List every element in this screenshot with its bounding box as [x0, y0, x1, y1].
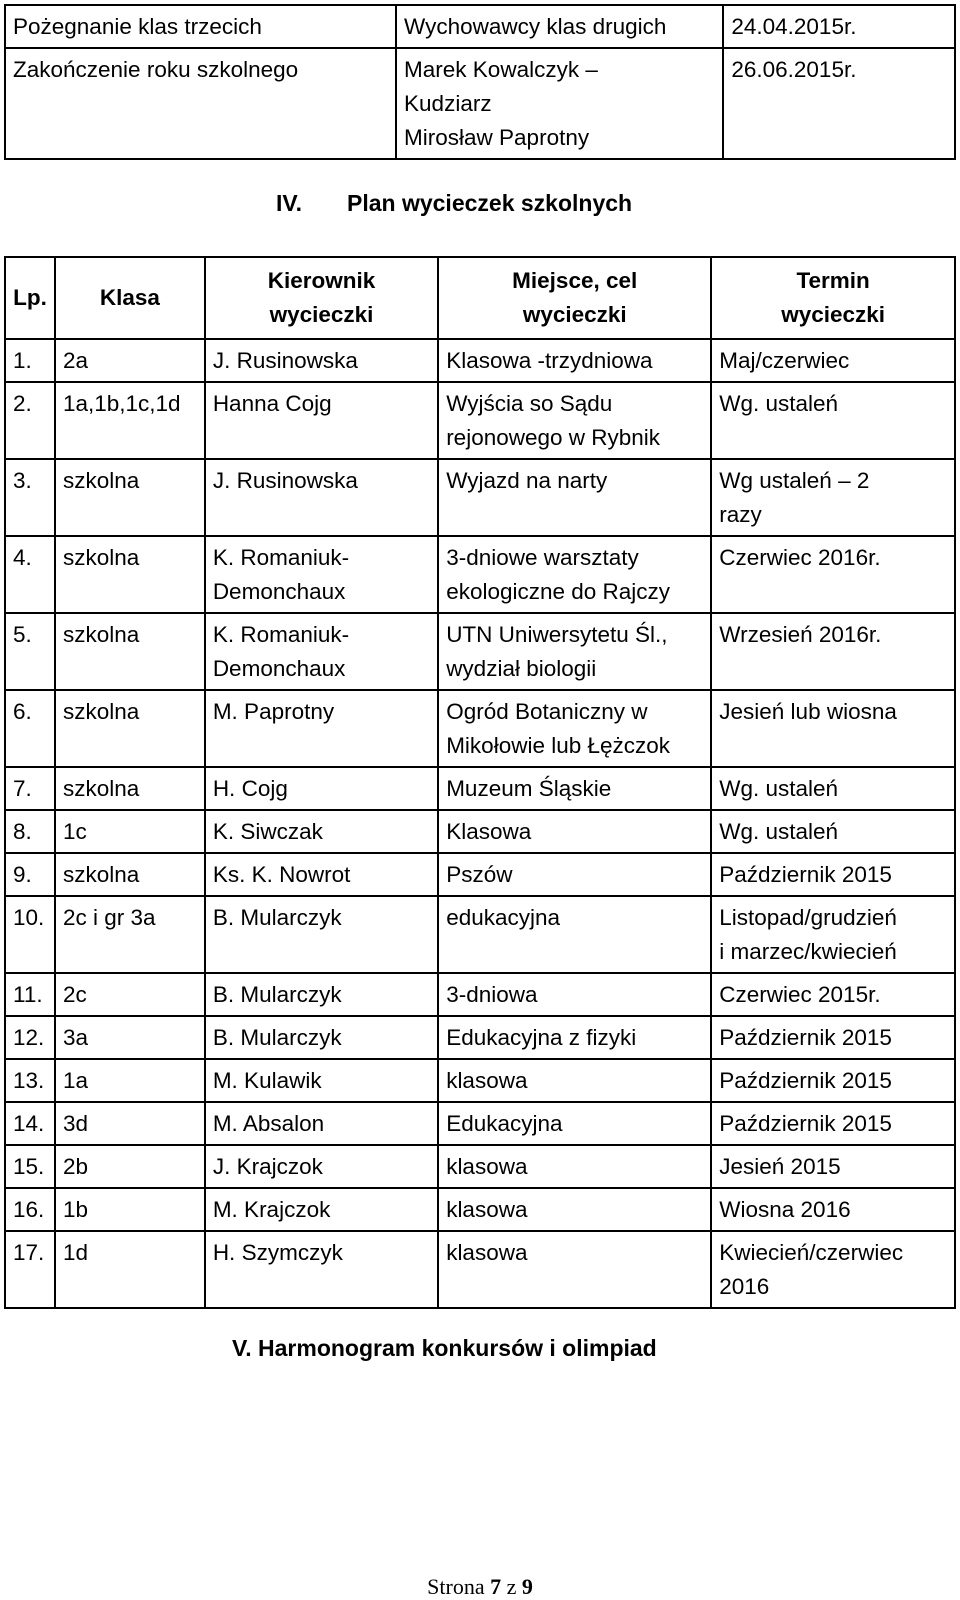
- cell-klasa: 1d: [55, 1231, 205, 1308]
- table-row: [5, 896, 955, 973]
- cell-lp: 12.: [5, 1016, 55, 1059]
- cell-termin: Październik 2015: [711, 1016, 955, 1059]
- trips-header-row: [5, 257, 955, 339]
- cell-kierownik: M. Krajczok: [205, 1188, 438, 1231]
- header-miejsce: Miejsce, cel wycieczki: [438, 257, 711, 339]
- cell-termin: Wrzesień 2016r.: [711, 613, 955, 690]
- cell-miejsce: Klasowa: [438, 810, 711, 853]
- cell-lp: 3.: [5, 459, 55, 536]
- cell-kierownik: H. Szymczyk: [205, 1231, 438, 1308]
- cell-miejsce: Muzeum Śląskie: [438, 767, 711, 810]
- cell-termin: Wg ustaleń – 2 razy: [711, 459, 955, 536]
- cell-kierownik: J. Rusinowska: [205, 339, 438, 382]
- cell-miejsce: Wyjazd na narty: [438, 459, 711, 536]
- cell-klasa: 1b: [55, 1188, 205, 1231]
- cell-miejsce: Ogród Botaniczny w Mikołowie lub Łężczok: [438, 690, 711, 767]
- cell-klasa: szkolna: [55, 690, 205, 767]
- cell-klasa: 2c i gr 3a: [55, 896, 205, 973]
- cell-lp: 7.: [5, 767, 55, 810]
- cell-miejsce: klasowa: [438, 1188, 711, 1231]
- cell-termin: Październik 2015: [711, 853, 955, 896]
- cell-termin: Wg. ustaleń: [711, 810, 955, 853]
- cell-kierownik: M. Paprotny: [205, 690, 438, 767]
- table-row: [5, 1145, 955, 1188]
- cell-kierownik: M. Kulawik: [205, 1059, 438, 1102]
- cell-miejsce: UTN Uniwersytetu Śl., wydział biologii: [438, 613, 711, 690]
- table-row: [5, 690, 955, 767]
- cell-termin: Październik 2015: [711, 1102, 955, 1145]
- footer-of: z: [506, 1574, 517, 1599]
- footer-total: 9: [521, 1574, 533, 1599]
- cell-kierownik: B. Mularczyk: [205, 973, 438, 1016]
- cell-lp: 16.: [5, 1188, 55, 1231]
- cell-termin: Listopad/grudzień i marzec/kwiecień: [711, 896, 955, 973]
- footer-prefix: Strona: [427, 1574, 485, 1599]
- table-row: [5, 382, 955, 459]
- cell-lp: 15.: [5, 1145, 55, 1188]
- event-responsible: Wychowawcy klas drugich: [396, 5, 723, 48]
- cell-kierownik: M. Absalon: [205, 1102, 438, 1145]
- section-number: IV.: [276, 190, 303, 216]
- table-row: [5, 973, 955, 1016]
- table-row: [5, 613, 955, 690]
- trips-table: [4, 256, 956, 1309]
- cell-lp: 9.: [5, 853, 55, 896]
- cell-miejsce: Edukacyjna: [438, 1102, 711, 1145]
- cell-miejsce: klasowa: [438, 1145, 711, 1188]
- cell-miejsce: 3-dniowe warsztaty ekologiczne do Rajczy: [438, 536, 711, 613]
- cell-klasa: 2b: [55, 1145, 205, 1188]
- event-row: [5, 5, 955, 48]
- cell-kierownik: K. Romaniuk- Demonchaux: [205, 536, 438, 613]
- section-title: Plan wycieczek szkolnych: [347, 190, 633, 216]
- page-footer: [0, 1574, 960, 1600]
- cell-miejsce: 3-dniowa: [438, 973, 711, 1016]
- cell-klasa: szkolna: [55, 536, 205, 613]
- cell-termin: Wiosna 2016: [711, 1188, 955, 1231]
- cell-termin: Czerwiec 2016r.: [711, 536, 955, 613]
- table-row: [5, 459, 955, 536]
- cell-termin: Wg. ustaleń: [711, 767, 955, 810]
- cell-termin: Czerwiec 2015r.: [711, 973, 955, 1016]
- cell-klasa: szkolna: [55, 613, 205, 690]
- cell-termin: Kwiecień/czerwiec 2016: [711, 1231, 955, 1308]
- table-row: [5, 339, 955, 382]
- cell-miejsce: Klasowa -trzydniowa: [438, 339, 711, 382]
- cell-klasa: szkolna: [55, 767, 205, 810]
- event-responsible: Marek Kowalczyk – Kudziarz Mirosław Paprotny: [396, 48, 723, 159]
- cell-miejsce: Edukacyjna z fizyki: [438, 1016, 711, 1059]
- table-row: [5, 536, 955, 613]
- cell-kierownik: Hanna Cojg: [205, 382, 438, 459]
- cell-lp: 6.: [5, 690, 55, 767]
- cell-klasa: 1c: [55, 810, 205, 853]
- header-klasa: Klasa: [55, 257, 205, 339]
- table-row: [5, 767, 955, 810]
- table-row: [5, 1231, 955, 1308]
- event-date: 26.06.2015r.: [723, 48, 955, 159]
- cell-kierownik: K. Siwczak: [205, 810, 438, 853]
- event-name: Pożegnanie klas trzecich: [5, 5, 396, 48]
- table-row: [5, 810, 955, 853]
- header-termin: Termin wycieczki: [711, 257, 955, 339]
- footer-page: 7: [490, 1574, 502, 1599]
- cell-lp: 13.: [5, 1059, 55, 1102]
- cell-lp: 14.: [5, 1102, 55, 1145]
- cell-miejsce: Wyjścia so Sądu rejonowego w Rybnik: [438, 382, 711, 459]
- cell-klasa: 2a: [55, 339, 205, 382]
- cell-klasa: 2c: [55, 973, 205, 1016]
- table-row: [5, 1059, 955, 1102]
- cell-miejsce: klasowa: [438, 1231, 711, 1308]
- table-row: [5, 1188, 955, 1231]
- events-table: [4, 4, 956, 160]
- cell-klasa: 1a: [55, 1059, 205, 1102]
- header-lp: Lp.: [5, 257, 55, 339]
- cell-miejsce: klasowa: [438, 1059, 711, 1102]
- section-heading-contests: V. Harmonogram konkursów i olimpiad: [232, 1335, 657, 1361]
- cell-kierownik: J. Krajczok: [205, 1145, 438, 1188]
- cell-lp: 1.: [5, 339, 55, 382]
- table-row: [5, 1102, 955, 1145]
- cell-lp: 2.: [5, 382, 55, 459]
- cell-kierownik: H. Cojg: [205, 767, 438, 810]
- cell-lp: 17.: [5, 1231, 55, 1308]
- cell-termin: Jesień lub wiosna: [711, 690, 955, 767]
- cell-miejsce: edukacyjna: [438, 896, 711, 973]
- table-row: [5, 1016, 955, 1059]
- cell-termin: Wg. ustaleń: [711, 382, 955, 459]
- event-date: 24.04.2015r.: [723, 5, 955, 48]
- cell-miejsce: Pszów: [438, 853, 711, 896]
- cell-termin: Maj/czerwiec: [711, 339, 955, 382]
- cell-kierownik: B. Mularczyk: [205, 1016, 438, 1059]
- cell-klasa: 1a,1b,1c,1d: [55, 382, 205, 459]
- cell-lp: 5.: [5, 613, 55, 690]
- cell-lp: 10.: [5, 896, 55, 973]
- cell-klasa: 3d: [55, 1102, 205, 1145]
- cell-kierownik: K. Romaniuk- Demonchaux: [205, 613, 438, 690]
- cell-klasa: 3a: [55, 1016, 205, 1059]
- event-name: Zakończenie roku szkolnego: [5, 48, 396, 159]
- cell-lp: 8.: [5, 810, 55, 853]
- cell-klasa: szkolna: [55, 853, 205, 896]
- event-row: [5, 48, 955, 159]
- cell-lp: 4.: [5, 536, 55, 613]
- cell-kierownik: B. Mularczyk: [205, 896, 438, 973]
- cell-lp: 11.: [5, 973, 55, 1016]
- table-row: [5, 853, 955, 896]
- cell-kierownik: J. Rusinowska: [205, 459, 438, 536]
- cell-kierownik: Ks. K. Nowrot: [205, 853, 438, 896]
- cell-klasa: szkolna: [55, 459, 205, 536]
- header-kierownik: Kierownik wycieczki: [205, 257, 438, 339]
- cell-termin: Jesień 2015: [711, 1145, 955, 1188]
- cell-termin: Październik 2015: [711, 1059, 955, 1102]
